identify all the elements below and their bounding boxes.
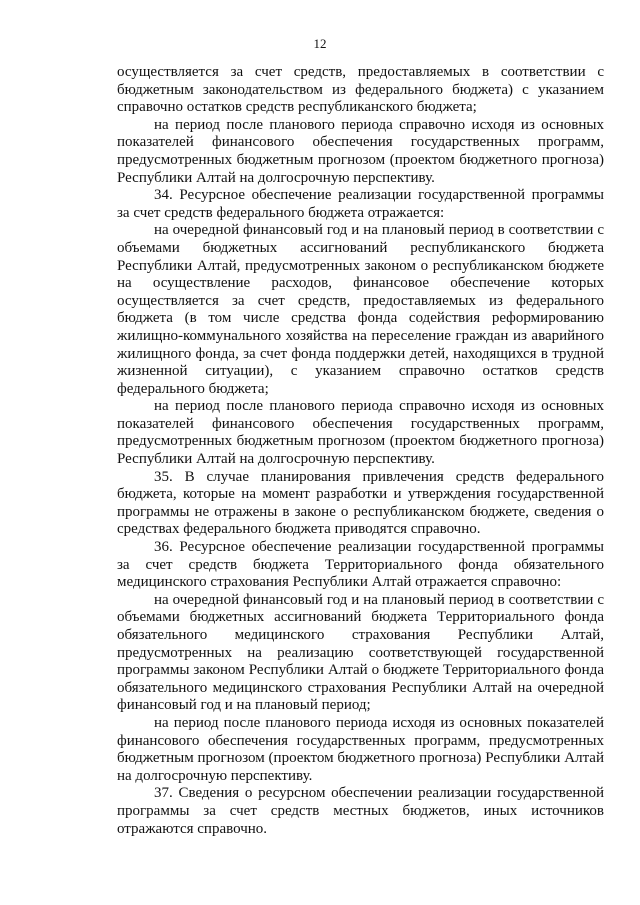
paragraph-7-section-36: 36. Ресурсное обеспечение реализации государственной программы за счет средств бюджета Территориального фонда обязательного медицинского страхования Республики Алтай отражается справочно: <box>117 539 604 591</box>
paragraph-4: на очередной финансовый год и на плановый период в соответствии с объемами бюджетных ассигнований республиканского бюджета Республики Алтай, предусмотренных законом о республиканском бюджете на осуществление расходов, финансовое обеспечение которых осуществляется за счет средств, предоставляемых из федерального бюджета (в том числе средства фонда содействия реформированию жилищно-коммунального хозяйства на переселение граждан из аварийного жилищного фонда, за счет фонда поддержки детей, находящихся в трудной жизненной ситуации), с указанием справочно остатков средств федерального бюджета; <box>117 222 604 397</box>
page-number: 12 <box>313 36 327 51</box>
paragraph-1: осуществляется за счет средств, предоставляемых в соответствии с бюджетным законодательством из федерального бюджета) с указанием справочно остатков средств республиканского бюджета; <box>117 64 604 116</box>
paragraph-8: на очередной финансовый год и на плановый период в соответствии с объемами бюджетных ассигнований бюджета Территориального фонда обязательного медицинского страхования Республики Алтай, предусмотренных на реализацию соответствующей государственной программы законом Республики Алтай о бюджете Территориального фонда обязательного медицинского страхования Республики Алтай на очередной финансовый год и на плановый период; <box>117 591 604 714</box>
document-body <box>117 64 604 838</box>
paragraph-10-section-37: 37. Сведения о ресурсном обеспечении реализации государственной программы за счет средств местных бюджетов, иных источников отражаются справочно. <box>117 785 604 837</box>
paragraph-5: на период после планового периода справочно исходя из основных показателей финансового обеспечения государственных программ, предусмотренных бюджетным прогнозом (проектом бюджетного прогноза) Республики Алтай на долгосрочную перспективу. <box>117 398 604 468</box>
paragraph-3-section-34: 34. Ресурсное обеспечение реализации государственной программы за счет средств федерального бюджета отражается: <box>117 187 604 221</box>
paragraph-9: на период после планового периода исходя из основных показателей финансового обеспечения государственных программ, предусмотренных бюджетным прогнозом (проектом бюджетного прогноза) Республики Алтай на долгосрочную перспективу. <box>117 714 604 784</box>
paragraph-2: на период после планового периода справочно исходя из основных показателей финансового обеспечения государственных программ, предусмотренных бюджетным прогнозом (проектом бюджетного прогноза) Республики Алтай на долгосрочную перспективу. <box>117 116 604 186</box>
paragraph-6-section-35: 35. В случае планирования привлечения средств федерального бюджета, которые на момент разработки и утверждения государственной программы не отражены в законе о республиканском бюджете, сведения о средствах федерального бюджета приводятся справочно. <box>117 468 604 538</box>
